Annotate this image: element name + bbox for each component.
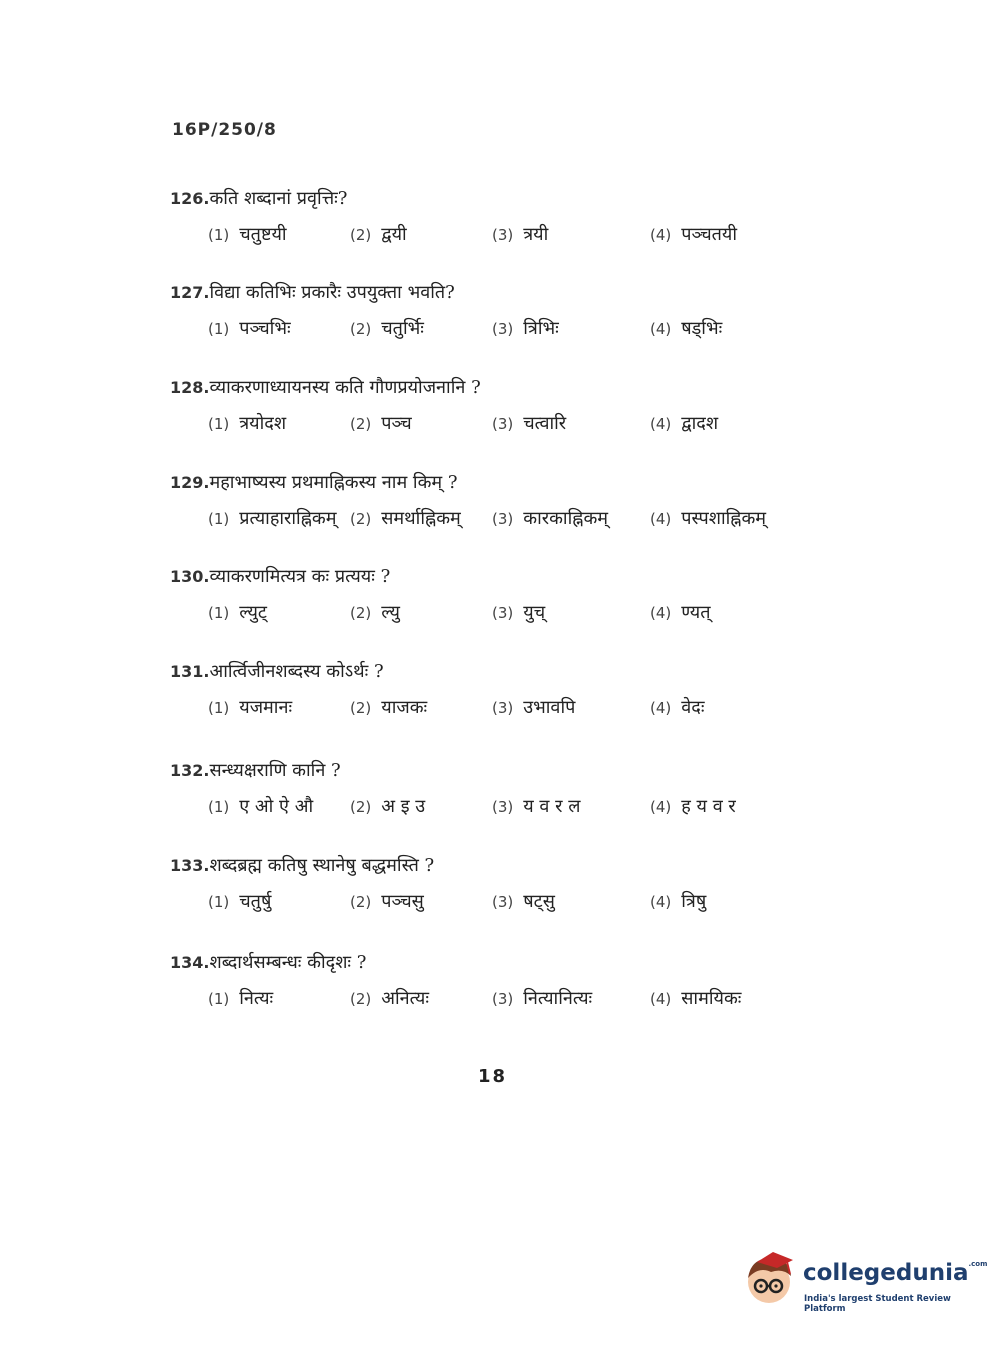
- question-number: 129.: [170, 473, 210, 492]
- question-line: [170, 375, 810, 399]
- option-text: द्वादश: [681, 413, 719, 434]
- question-number: 132.: [170, 761, 210, 780]
- option-text: चतुष्टयी: [239, 224, 287, 245]
- option-2: [350, 695, 427, 719]
- option-row: [170, 889, 810, 919]
- option-number: (1): [208, 990, 230, 1008]
- option-row: [170, 222, 810, 252]
- option-2: [350, 600, 400, 624]
- option-2: [350, 794, 425, 818]
- option-text: पञ्चसु: [381, 891, 424, 912]
- option-number: (2): [350, 510, 372, 528]
- option-text: अ इ उ: [381, 796, 426, 817]
- option-number: (3): [492, 893, 514, 911]
- question: [170, 659, 810, 725]
- question: [170, 758, 810, 824]
- option-number: (3): [492, 510, 514, 528]
- option-row: [170, 794, 810, 824]
- option-text: याजकः: [381, 697, 428, 718]
- option-4: [650, 986, 741, 1010]
- option-2: [350, 316, 424, 340]
- option-text: त्रिषु: [681, 891, 707, 912]
- option-number: (3): [492, 798, 514, 816]
- option-text: पञ्चतयी: [681, 224, 738, 245]
- option-number: (4): [650, 798, 672, 816]
- option-number: (2): [350, 604, 372, 622]
- question-line: [170, 659, 810, 683]
- option-text: ल्युट्: [239, 602, 267, 623]
- option-number: (1): [208, 226, 230, 244]
- option-3: [492, 506, 608, 530]
- option-number: (1): [208, 699, 230, 717]
- option-text: युच्: [523, 602, 546, 623]
- option-number: (4): [650, 320, 672, 338]
- option-3: [492, 316, 559, 340]
- option-text: सामयिकः: [681, 988, 742, 1009]
- question-number: 126.: [170, 189, 210, 208]
- option-text: यजमानः: [239, 697, 293, 718]
- option-text: चतुर्षु: [239, 891, 272, 912]
- option-2: [350, 506, 461, 530]
- question-text: कति शब्दानां प्रवृत्तिः?: [209, 188, 348, 209]
- option-1: [208, 316, 291, 340]
- option-1: [208, 889, 271, 913]
- question-text: शब्दब्रह्म कतिषु स्थानेषु बद्धमस्ति ?: [209, 855, 435, 876]
- question-line: [170, 470, 810, 494]
- option-1: [208, 986, 273, 1010]
- option-2: [350, 986, 429, 1010]
- option-text: पञ्च: [381, 413, 412, 434]
- option-text: समर्थाह्निकम्: [381, 508, 461, 529]
- option-number: (4): [650, 510, 672, 528]
- option-1: [208, 411, 286, 435]
- option-number: (1): [208, 415, 230, 433]
- option-text: पञ्चभिः: [239, 318, 291, 339]
- collegedunia-logo: [743, 1250, 988, 1314]
- question-number: 131.: [170, 662, 210, 681]
- page-code: 16P/250/8: [172, 120, 277, 140]
- option-text: प्रत्याहाराह्निकम्: [239, 508, 337, 529]
- question-line: [170, 564, 810, 588]
- mascot-icon: [743, 1250, 799, 1308]
- question-number: 134.: [170, 953, 210, 972]
- option-number: (2): [350, 990, 372, 1008]
- option-text: त्रयी: [523, 224, 549, 245]
- option-number: (4): [650, 604, 672, 622]
- option-number: (1): [208, 893, 230, 911]
- option-text: द्वयी: [381, 224, 407, 245]
- option-text: कारकाह्निकम्: [523, 508, 609, 529]
- question-text: व्याकरणमित्यत्र कः प्रत्ययः ?: [209, 566, 391, 587]
- option-1: [208, 600, 267, 624]
- option-3: [492, 986, 592, 1010]
- question-text: सन्ध्यक्षराणि कानि ?: [209, 760, 341, 781]
- option-text: नित्यानित्यः: [523, 988, 593, 1009]
- option-text: त्रिभिः: [523, 318, 559, 339]
- option-text: पस्पशाह्निकम्: [681, 508, 767, 529]
- option-number: (3): [492, 226, 514, 244]
- option-number: (2): [350, 226, 372, 244]
- option-number: (4): [650, 226, 672, 244]
- question: [170, 280, 810, 346]
- option-text: षट्सु: [523, 891, 555, 912]
- page-number: 18: [478, 1066, 508, 1087]
- question-line: [170, 950, 810, 974]
- option-row: [170, 316, 810, 346]
- option-3: [492, 794, 580, 818]
- option-text: उभावपि: [523, 697, 576, 718]
- option-3: [492, 411, 566, 435]
- question-line: [170, 853, 810, 877]
- question-line: [170, 280, 810, 304]
- option-number: (3): [492, 990, 514, 1008]
- question-text: विद्या कतिभिः प्रकारैः उपयुक्ता भवति?: [209, 282, 455, 303]
- option-text: नित्यः: [239, 988, 274, 1009]
- logo-wordmark: collegedunia: [803, 1260, 969, 1286]
- option-text: त्रयोदश: [239, 413, 287, 434]
- question-number: 133.: [170, 856, 210, 875]
- question: [170, 470, 810, 536]
- option-4: [650, 506, 766, 530]
- option-text: ए ओ ऐ औ: [239, 796, 314, 817]
- logo-domain-suffix: .com: [968, 1260, 988, 1268]
- option-4: [650, 794, 736, 818]
- option-number: (4): [650, 699, 672, 717]
- option-3: [492, 222, 548, 246]
- option-row: [170, 695, 810, 725]
- option-number: (3): [492, 320, 514, 338]
- option-number: (1): [208, 798, 230, 816]
- question: [170, 950, 810, 1016]
- option-number: (1): [208, 604, 230, 622]
- option-4: [650, 222, 737, 246]
- question-number: 130.: [170, 567, 210, 586]
- question-number: 127.: [170, 283, 210, 302]
- option-text: अनित्यः: [381, 988, 429, 1009]
- logo-name: [803, 1260, 987, 1286]
- question-line: [170, 758, 810, 782]
- option-2: [350, 411, 412, 435]
- option-4: [650, 600, 711, 624]
- option-3: [492, 695, 575, 719]
- option-text: ण्यत्: [681, 602, 711, 623]
- option-1: [208, 506, 337, 530]
- question: [170, 564, 810, 630]
- option-1: [208, 695, 292, 719]
- option-text: वेदः: [681, 697, 705, 718]
- option-2: [350, 889, 424, 913]
- question: [170, 186, 810, 252]
- question-text: आर्त्विजीनशब्दस्य कोऽर्थः ?: [209, 661, 384, 682]
- question-text: महाभाष्यस्य प्रथमाह्निकस्य नाम किम् ?: [209, 472, 458, 493]
- option-number: (2): [350, 415, 372, 433]
- option-4: [650, 889, 706, 913]
- option-number: (2): [350, 798, 372, 816]
- option-number: (2): [350, 699, 372, 717]
- option-4: [650, 316, 722, 340]
- option-number: (1): [208, 320, 230, 338]
- option-number: (4): [650, 990, 672, 1008]
- option-number: (4): [650, 415, 672, 433]
- option-text: य व र ल: [523, 796, 581, 817]
- option-text: ल्यु: [381, 602, 400, 623]
- option-text: षड्भिः: [681, 318, 723, 339]
- option-text: चतुर्भिः: [381, 318, 424, 339]
- option-number: (2): [350, 893, 372, 911]
- option-text: ह य व र: [681, 796, 736, 817]
- option-number: (1): [208, 510, 230, 528]
- question-line: [170, 186, 810, 210]
- option-number: (3): [492, 699, 514, 717]
- option-row: [170, 506, 810, 536]
- question: [170, 375, 810, 441]
- option-text: चत्वारि: [523, 413, 567, 434]
- option-2: [350, 222, 407, 246]
- logo-tagline: India's largest Student Review Platform: [804, 1294, 951, 1314]
- option-number: (3): [492, 415, 514, 433]
- question: [170, 853, 810, 919]
- option-row: [170, 411, 810, 441]
- option-1: [208, 794, 313, 818]
- option-4: [650, 411, 718, 435]
- question-text: शब्दार्थसम्बन्धः कीदृशः ?: [209, 952, 367, 973]
- question-text: व्याकरणाध्यायनस्य कति गौणप्रयोजनानि ?: [209, 377, 481, 398]
- option-number: (4): [650, 893, 672, 911]
- option-4: [650, 695, 704, 719]
- question-number: 128.: [170, 378, 210, 397]
- option-3: [492, 889, 555, 913]
- option-row: [170, 986, 810, 1016]
- option-1: [208, 222, 287, 246]
- option-number: (2): [350, 320, 372, 338]
- option-3: [492, 600, 545, 624]
- option-row: [170, 600, 810, 630]
- option-number: (3): [492, 604, 514, 622]
